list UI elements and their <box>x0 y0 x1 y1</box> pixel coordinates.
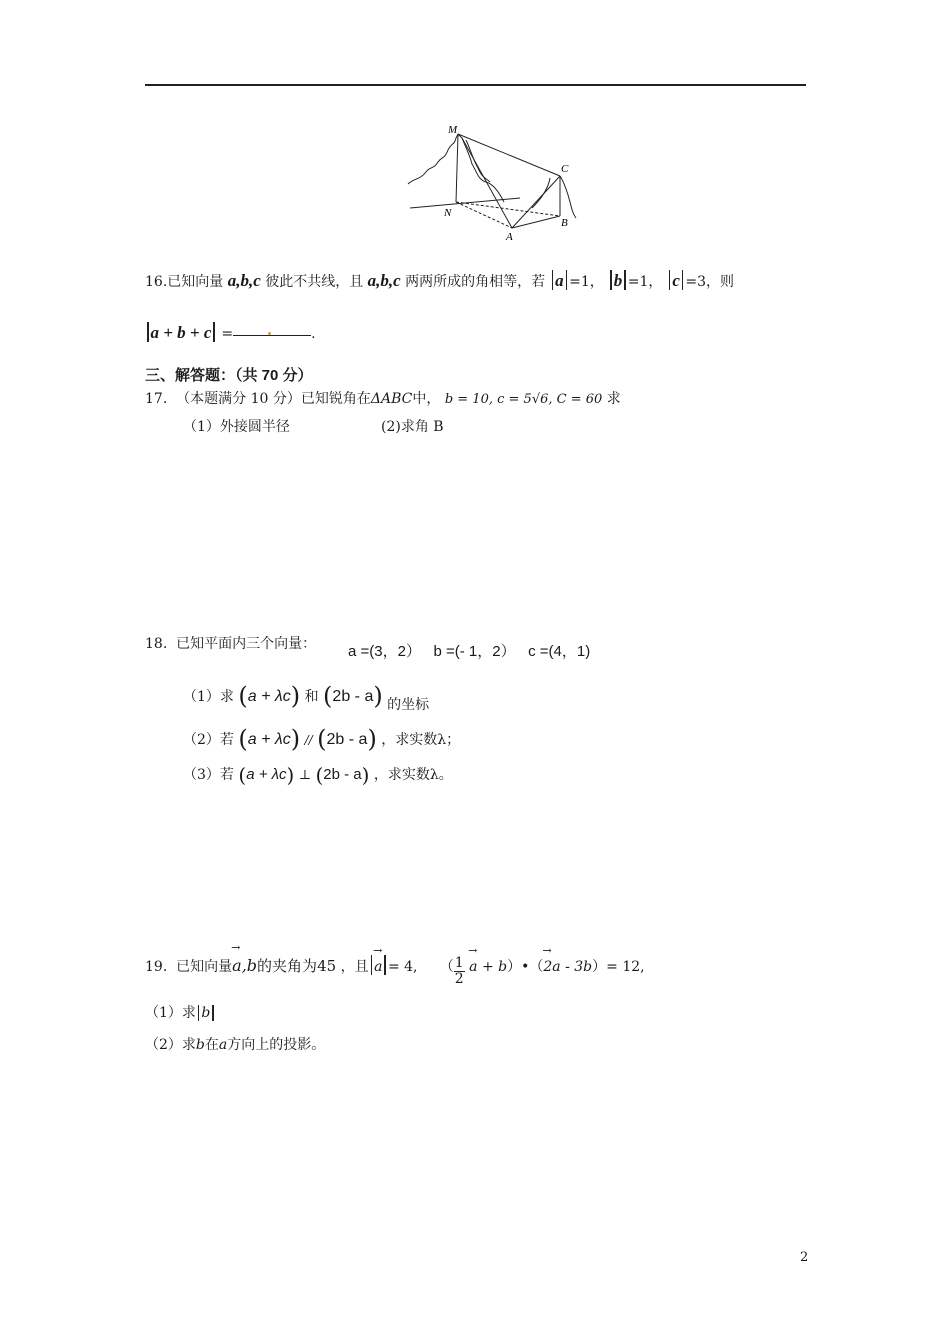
section-title: 三、解答题：（共 70 分） <box>145 367 313 384</box>
answer-blank[interactable] <box>233 325 311 336</box>
header-rule <box>145 84 806 86</box>
q17-line1: 17. （本题满分 10 分）已知锐角在ΔABC中， b = 10, c = 5√6, C = 60 求 <box>145 391 621 407</box>
page-number: 2 <box>800 1250 809 1265</box>
q18-line1: 18. 已知平面内三个向量： <box>145 636 317 652</box>
q18-vectors: a =(3，2） b =(- 1，2） c =(4，1) <box>348 643 591 660</box>
q16-vectors: a,b,c <box>227 271 261 290</box>
q19-line1: 19. 已知向量→ a,b的夹角为45 ，且→ a = 4, （ $\frac{1}{2}$ → a + b）•（→ 2a - 3b）= 12, <box>145 955 645 987</box>
q18-part3: （3）若 (a + λc) ⊥ (2b - a) ，求实数λ。 <box>183 763 453 787</box>
q19-sub1: （1）求 b <box>145 1002 216 1022</box>
q18-part1: （1）求 (a + λc) 和 (2b - a) 的坐标 <box>183 682 430 713</box>
label-c: C <box>561 163 569 175</box>
q16-line2: a + b + c = . <box>145 322 316 343</box>
fraction-half: $\frac{1}{2}$ <box>454 955 464 987</box>
q19-sub2: （2）求b在a方向上的投影。 <box>145 1037 326 1053</box>
q16-line1: 16.已知向量 a,b,c 彼此不共线，且 a,b,c 两两所成的角相等，若 a =1， b =1， c =3，则 <box>145 271 734 290</box>
label-m: M <box>448 124 458 136</box>
label-a: A <box>506 231 513 243</box>
q17-sub2: (2)求角 B <box>381 419 444 435</box>
q18-part2: （2）若 (a + λc) // (2b - a) ，求实数λ； <box>183 725 461 753</box>
mountain-figure <box>400 118 590 243</box>
q17-sub1: （1）外接圆半径 <box>183 419 290 435</box>
label-n: N <box>444 207 452 219</box>
q17-condition: b = 10, c = 5√6, C = 60 <box>444 392 603 407</box>
label-b: B <box>561 217 568 229</box>
